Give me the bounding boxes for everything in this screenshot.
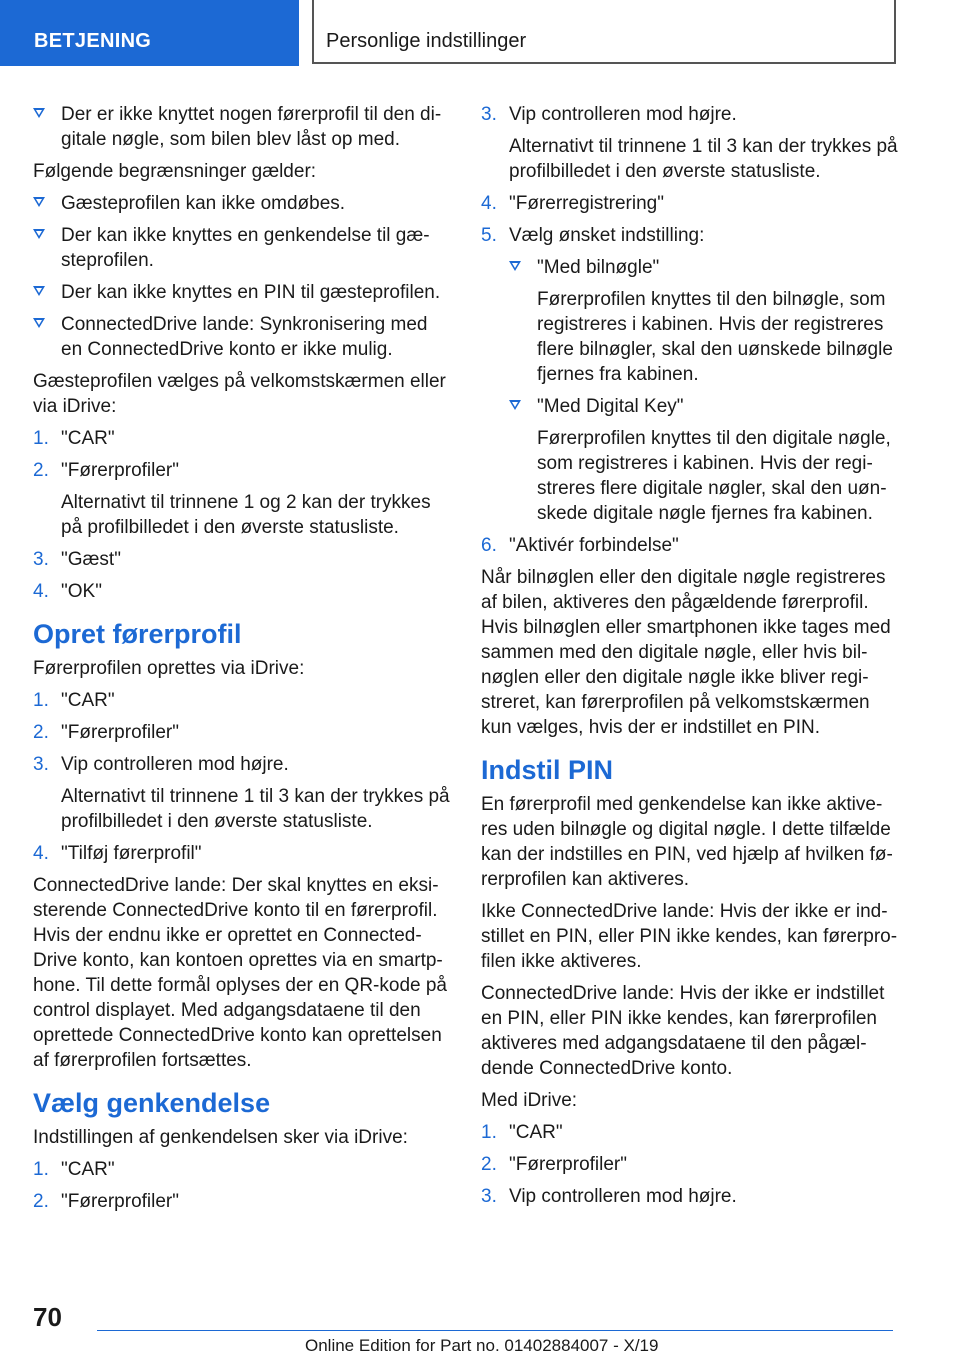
list-item-note: Alternativt til trinnene 1 og 2 kan der trykkes på profilbilledet i den øverste statusliste.	[61, 492, 431, 538]
list-item: 2. "Førerprofiler"	[33, 460, 179, 481]
page-number: 70	[33, 1302, 62, 1332]
left-column	[33, 102, 451, 1221]
bullet-item-note: Førerprofilen knyttes til den digitale nøgle, som registreres i kabinen. Hvis der regi-streres flere digitale nøgler, skal den uøn-skede digitale nøgle fjernes fra kabinen.	[537, 428, 891, 524]
bullet-item: ConnectedDrive lande: Synkronisering med en ConnectedDrive konto er ikke mulig.	[33, 312, 451, 362]
list-item: 4. "OK"	[33, 581, 102, 602]
list-item-note: Alternativt til trinnene 1 til 3 kan der trykkes på profilbilledet i den øverste statusliste.	[509, 136, 898, 182]
page-header	[0, 0, 960, 66]
triangle-bullet-icon	[33, 229, 45, 239]
paragraph: Når bilnøglen eller den digitale nøgle registreres af bilen, aktiveres den pågældende førerprofil. Hvis bilnøglen eller smartphonen ikke tages med sammen med den digitale nøgle, eller hvis bil-nøglen eller den digitale nøgle ikke bliver regi-streret, kan førerprofilen på velkomstskærmen kun vælges, hvis der er indstillet en PIN.	[481, 567, 891, 738]
bullet-item: Der kan ikke knyttes en PIN til gæsteprofilen.	[33, 280, 451, 305]
list-item: 1. "CAR"	[481, 1122, 563, 1143]
bullet-item: Gæsteprofilen kan ikke omdøbes.	[33, 191, 451, 216]
paragraph: ConnectedDrive lande: Der skal knyttes en eksi-sterende ConnectedDrive konto til en førerprofil. Hvis der endnu ikke er oprettet en Connected-Drive konto, kan kontoen oprettes via en smartp-hone. Til dette formål oplyses der en QR-kode på control displayet. Med adgangsdataene til den oprettede ConnectedDrive konto kan oprettelsen af førerprofilen fortsættes.	[33, 875, 448, 1071]
bullet-item: Der kan ikke knyttes en genkendelse til gæ-steprofilen.	[33, 223, 451, 273]
list-item: 2. "Førerprofiler"	[33, 1191, 179, 1212]
sub-list	[481, 255, 899, 526]
triangle-bullet-icon	[33, 197, 45, 207]
list-item: 1. "CAR"	[33, 428, 115, 449]
list-item: 4. "Tilføj førerprofil"	[33, 843, 202, 864]
bullet-item: "Med Digital Key"	[509, 394, 899, 419]
paragraph: Følgende begrænsninger gælder:	[33, 161, 317, 182]
list-item: 4. "Førerregistrering"	[481, 193, 664, 214]
list-item: 1. "CAR"	[33, 690, 115, 711]
list-item: 5. Vælg ønsket indstilling:	[481, 225, 705, 246]
triangle-bullet-icon	[33, 108, 45, 118]
bullet-item: Der er ikke knyttet nogen førerprofil til den di-gitale nøgle, som bilen blev låst op med.	[33, 102, 451, 152]
section-heading: Indstil PIN	[481, 755, 614, 785]
paragraph: ConnectedDrive lande: Hvis der ikke er indstillet en PIN, eller PIN ikke kendes, kan førerprofilen aktiveres med adgangsdataene til den pågæl-dende ConnectedDrive konto.	[481, 983, 885, 1079]
section-heading: Opret førerprofil	[33, 619, 242, 649]
right-column	[481, 102, 899, 1216]
list-item: 1. "CAR"	[33, 1159, 115, 1180]
edition-note: Online Edition for Part no. 01402884007 - X/19	[305, 1336, 659, 1355]
list-item: 2. "Førerprofiler"	[481, 1154, 627, 1175]
paragraph: En førerprofil med genkendelse kan ikke aktive-res uden bilnøgle og digital nøgle. I dette tilfælde kan der indstilles en PIN, ved hjælp af hvilken fø-rerprofilen kan aktiveres.	[481, 794, 893, 890]
list-item-note: Alternativt til trinnene 1 til 3 kan der trykkes på profilbilledet i den øverste statusliste.	[61, 786, 450, 832]
list-item: 3. Vip controlleren mod højre.	[481, 1186, 737, 1207]
triangle-bullet-icon	[509, 400, 521, 410]
section-tab: BETJENING	[0, 0, 299, 66]
paragraph: Med iDrive:	[481, 1090, 578, 1111]
paragraph: Indstillingen af genkendelsen sker via iDrive:	[33, 1127, 408, 1148]
list-item: 3. Vip controlleren mod højre.	[481, 104, 737, 125]
list-item: 6. "Aktivér forbindelse"	[481, 535, 679, 556]
triangle-bullet-icon	[509, 261, 521, 271]
triangle-bullet-icon	[33, 286, 45, 296]
triangle-bullet-icon	[33, 318, 45, 328]
list-item: 2. "Førerprofiler"	[33, 722, 179, 743]
section-heading: Vælg genkendelse	[33, 1088, 271, 1118]
paragraph: Gæsteprofilen vælges på velkomstskærmen eller via iDrive:	[33, 371, 446, 417]
paragraph: Ikke ConnectedDrive lande: Hvis der ikke er ind-stillet en PIN, eller PIN ikke kendes, kan førerpro-filen ikke aktiveres.	[481, 901, 898, 972]
footer-divider	[97, 1330, 893, 1331]
page-title: Personlige indstillinger	[312, 0, 896, 64]
bullet-item: "Med bilnøgle"	[509, 255, 899, 280]
list-item: 3. "Gæst"	[33, 549, 121, 570]
bullet-item-note: Førerprofilen knyttes til den bilnøgle, som registreres i kabinen. Hvis der registreres flere bilnøgler, skal den uønskede bilnøgle fjernes fra kabinen.	[537, 289, 893, 385]
list-item: 3. Vip controlleren mod højre.	[33, 754, 289, 775]
paragraph: Førerprofilen oprettes via iDrive:	[33, 658, 305, 679]
